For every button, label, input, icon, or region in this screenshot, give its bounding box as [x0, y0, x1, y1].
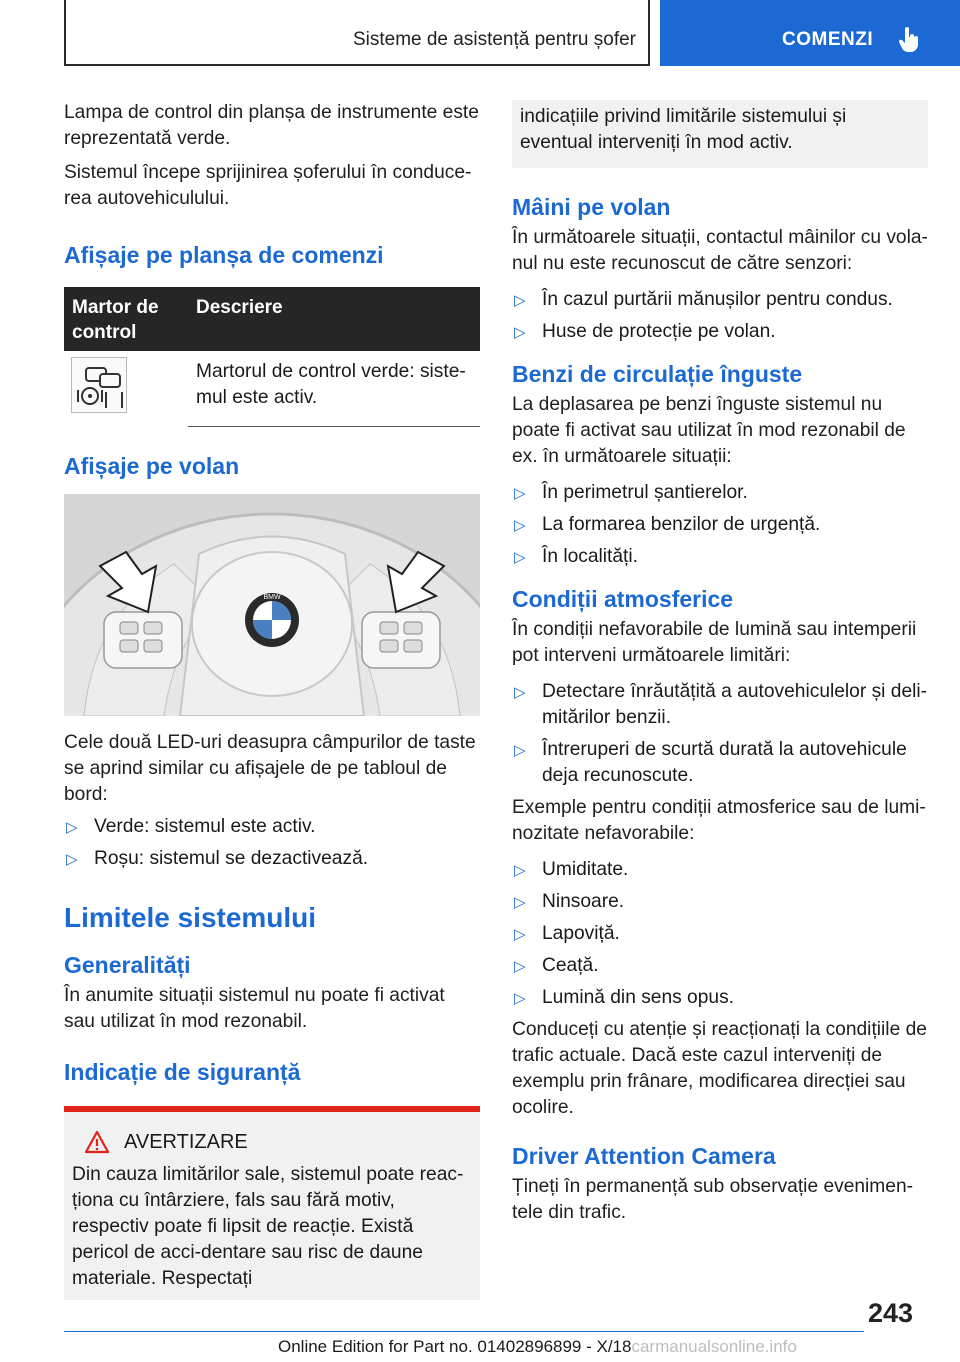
exemple-list [512, 857, 928, 1011]
bullet-triangle-icon: ▷ [514, 684, 526, 701]
list-item: ▷ În perimetrul șantierelor. [512, 480, 928, 506]
list-item: ▷ Ceață. [512, 953, 928, 979]
list-item: ▷ Detectare înrăutățită a autovehiculelor și deli-mitărilor benzii. [514, 681, 928, 728]
table-header [64, 287, 480, 351]
heading-driver-attention-camera: Driver Attention Camera [512, 1143, 776, 1169]
watermark-text: carmanualsonline.info [631, 1337, 797, 1356]
table-row [64, 351, 480, 427]
header-section-box [64, 0, 650, 66]
warning-title: AVERTIZARE [124, 1130, 248, 1153]
footer-divider [64, 1331, 864, 1332]
warning-box [64, 1106, 480, 1300]
atmos-list [512, 679, 928, 789]
maini-list [512, 287, 928, 345]
list-item: ▷ În cazul purtării mănușilor pentru condus. [512, 287, 928, 313]
paragraph-camera: Țineți în permanență sub observație evenimen-tele din trafic. [512, 1176, 914, 1223]
list-item: ▷ În localități. [512, 544, 928, 570]
wheel-brand-text: BMW [263, 594, 281, 601]
section-title: Sisteme de asistență pentru șofer [352, 29, 636, 50]
heading-conditii-atmosferice: Condiții atmosferice [512, 586, 734, 612]
header-tab-comenzi[interactable] [660, 0, 960, 66]
warning-text: Din cauza limitărilor sale, sistemul poate reac-ționa cu întârziere, fals sau fără motiv, respectiv poate fi lipsit de reacție. Există pericol de acci-dentare sau risc de daune materiale. Respectați [72, 1164, 464, 1289]
warning-box-continued: indicațiile privind limitările sistemului și eventual interveniți în mod activ. [512, 100, 928, 168]
bullet-triangle-icon: ▷ [514, 894, 526, 911]
list-item: ▷ Roșu: sistemul se dezactivează. [64, 846, 480, 872]
bullet-triangle-icon: ▷ [514, 485, 526, 502]
paragraph-benzi: La deplasarea pe benzi înguste sistemul nu poate fi activat sau utilizat în mod rezonabil de ex. în următoarele situații: [512, 394, 906, 467]
list-item: ▷ Lumină din sens opus. [512, 985, 928, 1011]
list-item: ▷ Huse de protecție pe volan. [512, 319, 928, 345]
heading-limitele: Limitele sistemului [64, 902, 317, 933]
indicator-table [64, 287, 480, 427]
paragraph-generalitati: În anumite situații sistemul nu poate fi activat sau utilizat în mod rezonabil. [64, 985, 445, 1032]
left-column [64, 100, 480, 1300]
paragraph-maini: În următoarele situații, contactul mâinilor cu vola-nul nu este recunoscut de către senzori: [512, 227, 928, 274]
paragraph-leds: Cele două LED-uri deasupra câmpurilor de taste se aprind similar cu afișajele de pe tabloul de bord: [64, 732, 476, 805]
tab-label: COMENZI [782, 29, 874, 50]
edition-text: Online Edition for Part no. 01402896899 - X/18 [278, 1337, 632, 1356]
heading-afisaje-comenzi: Afișaje pe planșa de comenzi [64, 242, 384, 268]
page-number: 243 [868, 1298, 914, 1328]
bullet-triangle-icon: ▷ [514, 958, 526, 975]
bullet-triangle-icon: ▷ [66, 851, 78, 868]
footer-text [278, 1337, 797, 1357]
table-header-col2: Descriere [196, 297, 283, 318]
heading-generalitati: Generalități [64, 952, 191, 978]
list-item: ▷ Verde: sistemul este activ. [64, 814, 480, 840]
led-list [64, 814, 480, 872]
heading-indicatie: Indicație de siguranță [64, 1059, 301, 1085]
benzi-list [512, 480, 928, 570]
paragraph-conduceti: Conduceți cu atenție și reacționați la condițiile de trafic actuale. Dacă este cazul interveniți de exemplu prin frânare, modificarea direcției sau ocolire. [512, 1019, 927, 1118]
driver-assist-lamp-icon [71, 357, 127, 413]
bullet-triangle-icon: ▷ [514, 862, 526, 879]
bullet-triangle-icon: ▷ [514, 324, 526, 341]
list-item: ▷ La formarea benzilor de urgență. [512, 512, 928, 538]
bullet-triangle-icon: ▷ [66, 819, 78, 836]
table-cell-description: Martorul de control verde: siste-mul este activ. [188, 351, 480, 427]
warning-triangle-icon [84, 1130, 110, 1154]
pointing-hand-icon [898, 26, 920, 52]
paragraph-atmos: În condiții nefavorabile de lumină sau intemperii pot interveni următoarele limitări: [512, 619, 917, 666]
bullet-triangle-icon: ▷ [514, 742, 526, 759]
bullet-triangle-icon: ▷ [514, 990, 526, 1007]
bullet-triangle-icon: ▷ [514, 926, 526, 943]
bullet-triangle-icon: ▷ [514, 549, 526, 566]
steering-wheel-illustration [64, 494, 480, 716]
paragraph-lamp: Lampa de control din planșa de instrumente este reprezentată verde. [64, 102, 479, 149]
bullet-triangle-icon: ▷ [514, 517, 526, 534]
list-item: ▷ Lapoviță. [512, 921, 928, 947]
heading-afisaje-volan: Afișaje pe volan [64, 453, 240, 479]
list-item: ▷ Întreruperi de scurtă durată la autovehicule deja recunoscute. [514, 739, 907, 786]
list-item: ▷ Umiditate. [512, 857, 928, 883]
table-header-col1: Martor de control [72, 297, 159, 343]
heading-maini-volan: Mâini pe volan [512, 194, 671, 220]
paragraph-exemple: Exemple pentru condiții atmosferice sau de lumi-nozitate nefavorabile: [512, 797, 926, 844]
bullet-triangle-icon: ▷ [514, 292, 526, 309]
right-column [512, 100, 928, 1226]
heading-benzi: Benzi de circulație înguste [512, 361, 803, 387]
list-item: ▷ Ninsoare. [512, 889, 928, 915]
paragraph-system-start: Sistemul începe sprijinirea șoferului în conduce-rea autovehiculului. [64, 162, 472, 209]
